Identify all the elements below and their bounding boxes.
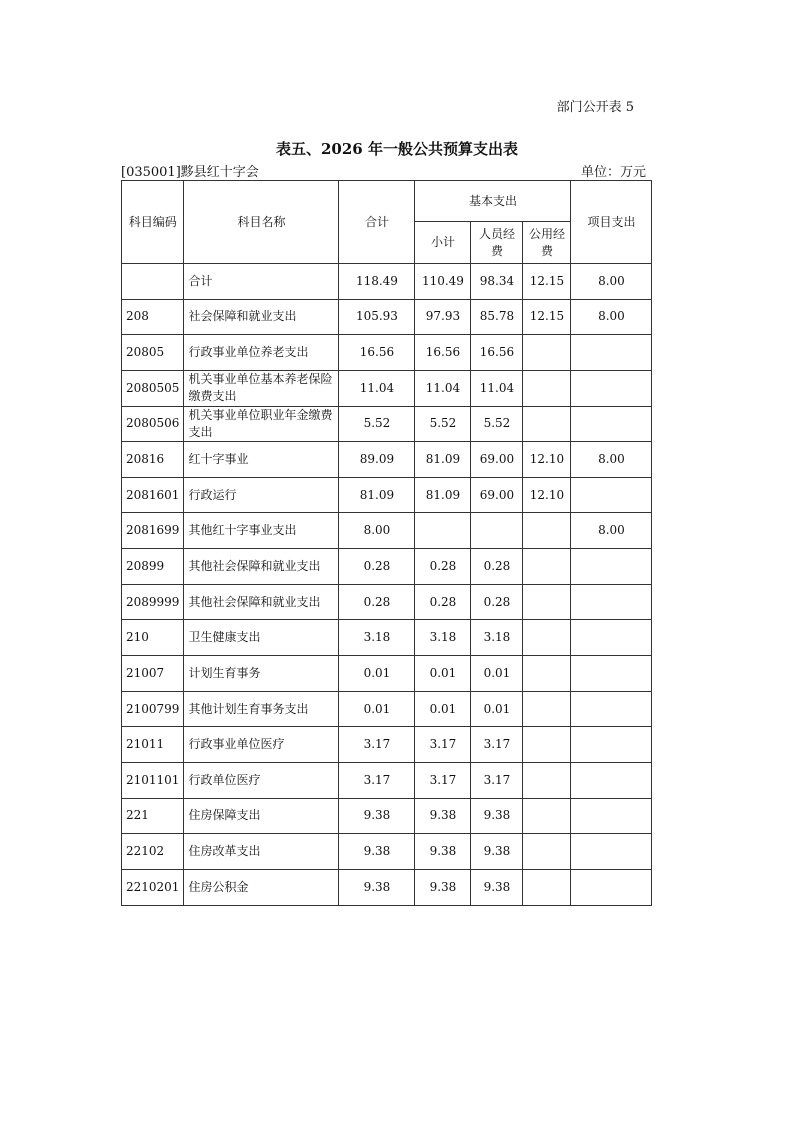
cell-public — [523, 762, 571, 798]
cell-subtotal: 81.09 — [415, 477, 471, 513]
table-row — [122, 727, 652, 763]
cell-personnel: 0.01 — [471, 691, 523, 727]
cell-project: 8.00 — [571, 442, 652, 478]
cell-project — [571, 656, 652, 692]
page-label: 部门公开表 5 — [556, 100, 634, 115]
cell-name: 其他社会保障和就业支出 — [184, 584, 339, 620]
cell-project — [571, 620, 652, 656]
cell-project: 8.00 — [571, 513, 652, 549]
cell-personnel: 11.04 — [471, 370, 523, 406]
cell-project — [571, 727, 652, 763]
cell-code: 2100799 — [122, 691, 184, 727]
table-row — [122, 691, 652, 727]
cell-name: 住房保障支出 — [184, 798, 339, 834]
table-row — [122, 370, 652, 406]
table-row — [122, 762, 652, 798]
cell-personnel: 0.28 — [471, 584, 523, 620]
table-row — [122, 584, 652, 620]
cell-personnel: 9.38 — [471, 798, 523, 834]
cell-name: 计划生育事务 — [184, 656, 339, 692]
cell-code: 2081699 — [122, 513, 184, 549]
cell-public — [523, 798, 571, 834]
cell-total: 11.04 — [339, 370, 415, 406]
cell-project — [571, 798, 652, 834]
cell-code: 221 — [122, 798, 184, 834]
table-row — [122, 406, 652, 442]
cell-public — [523, 656, 571, 692]
cell-subtotal: 9.38 — [415, 869, 471, 905]
cell-subtotal: 11.04 — [415, 370, 471, 406]
cell-personnel: 85.78 — [471, 299, 523, 335]
cell-personnel: 3.17 — [471, 727, 523, 763]
cell-code: 21011 — [122, 727, 184, 763]
cell-project — [571, 691, 652, 727]
cell-project: 8.00 — [571, 299, 652, 335]
cell-total: 9.38 — [339, 798, 415, 834]
cell-personnel: 9.38 — [471, 834, 523, 870]
cell-project — [571, 406, 652, 442]
cell-project — [571, 477, 652, 513]
cell-code: 2101101 — [122, 762, 184, 798]
cell-name: 机关事业单位职业年金缴费支出 — [184, 406, 339, 442]
cell-name: 行政事业单位医疗 — [184, 727, 339, 763]
cell-name: 行政运行 — [184, 477, 339, 513]
cell-code: 2081601 — [122, 477, 184, 513]
table-row — [122, 620, 652, 656]
cell-name: 其他社会保障和就业支出 — [184, 549, 339, 585]
cell-total: 105.93 — [339, 299, 415, 335]
cell-code: 2080505 — [122, 370, 184, 406]
unit-label: 单位：万元 — [580, 165, 646, 180]
header-public: 公用经费 — [523, 222, 571, 264]
cell-name: 社会保障和就业支出 — [184, 299, 339, 335]
cell-total: 3.18 — [339, 620, 415, 656]
cell-personnel: 9.38 — [471, 869, 523, 905]
cell-subtotal: 81.09 — [415, 442, 471, 478]
cell-project: 8.00 — [571, 264, 652, 300]
cell-subtotal: 5.52 — [415, 406, 471, 442]
cell-public — [523, 869, 571, 905]
cell-project — [571, 834, 652, 870]
cell-subtotal: 9.38 — [415, 798, 471, 834]
cell-code: 2089999 — [122, 584, 184, 620]
cell-project — [571, 370, 652, 406]
cell-total: 5.52 — [339, 406, 415, 442]
cell-personnel: 3.18 — [471, 620, 523, 656]
cell-total: 81.09 — [339, 477, 415, 513]
cell-subtotal: 9.38 — [415, 834, 471, 870]
cell-name: 住房改革支出 — [184, 834, 339, 870]
cell-personnel — [471, 513, 523, 549]
table-row — [122, 869, 652, 905]
cell-personnel: 69.00 — [471, 477, 523, 513]
cell-public — [523, 834, 571, 870]
cell-name: 卫生健康支出 — [184, 620, 339, 656]
cell-code: 20899 — [122, 549, 184, 585]
table-row — [122, 513, 652, 549]
cell-subtotal: 3.17 — [415, 727, 471, 763]
table-row — [122, 335, 652, 371]
cell-public — [523, 549, 571, 585]
cell-project — [571, 584, 652, 620]
cell-total: 118.49 — [339, 264, 415, 300]
cell-name: 机关事业单位基本养老保险缴费支出 — [184, 370, 339, 406]
cell-personnel: 69.00 — [471, 442, 523, 478]
table-row — [122, 264, 652, 300]
cell-project — [571, 549, 652, 585]
cell-name: 其他红十字事业支出 — [184, 513, 339, 549]
cell-personnel: 16.56 — [471, 335, 523, 371]
cell-name: 其他计划生育事务支出 — [184, 691, 339, 727]
cell-total: 8.00 — [339, 513, 415, 549]
table-row — [122, 834, 652, 870]
header-code: 科目编码 — [122, 181, 184, 264]
cell-public: 12.10 — [523, 477, 571, 513]
cell-code: 210 — [122, 620, 184, 656]
header-subtotal: 小计 — [415, 222, 471, 264]
budget-table — [121, 180, 652, 906]
cell-subtotal: 3.18 — [415, 620, 471, 656]
cell-public — [523, 370, 571, 406]
cell-code: 22102 — [122, 834, 184, 870]
cell-subtotal: 0.28 — [415, 584, 471, 620]
cell-personnel: 5.52 — [471, 406, 523, 442]
cell-project — [571, 869, 652, 905]
cell-personnel: 0.01 — [471, 656, 523, 692]
cell-subtotal: 16.56 — [415, 335, 471, 371]
cell-total: 89.09 — [339, 442, 415, 478]
cell-public — [523, 620, 571, 656]
cell-code: 20805 — [122, 335, 184, 371]
cell-project — [571, 762, 652, 798]
cell-subtotal: 110.49 — [415, 264, 471, 300]
table-row — [122, 798, 652, 834]
table-row — [122, 656, 652, 692]
cell-public: 12.15 — [523, 299, 571, 335]
cell-total: 0.01 — [339, 656, 415, 692]
cell-public — [523, 406, 571, 442]
cell-code: 2210201 — [122, 869, 184, 905]
cell-public — [523, 513, 571, 549]
cell-project — [571, 335, 652, 371]
header-project: 项目支出 — [571, 181, 652, 264]
table-row — [122, 299, 652, 335]
cell-code: 21007 — [122, 656, 184, 692]
table-row — [122, 477, 652, 513]
header-total: 合计 — [339, 181, 415, 264]
cell-personnel: 3.17 — [471, 762, 523, 798]
cell-subtotal — [415, 513, 471, 549]
cell-public — [523, 335, 571, 371]
cell-code: 2080506 — [122, 406, 184, 442]
cell-subtotal: 0.01 — [415, 656, 471, 692]
cell-code — [122, 264, 184, 300]
header-name: 科目名称 — [184, 181, 339, 264]
cell-name: 住房公积金 — [184, 869, 339, 905]
cell-code: 20816 — [122, 442, 184, 478]
cell-name: 红十字事业 — [184, 442, 339, 478]
cell-total: 9.38 — [339, 869, 415, 905]
cell-total: 0.28 — [339, 584, 415, 620]
cell-subtotal: 0.28 — [415, 549, 471, 585]
cell-code: 208 — [122, 299, 184, 335]
cell-total: 3.17 — [339, 762, 415, 798]
cell-public: 12.10 — [523, 442, 571, 478]
cell-total: 16.56 — [339, 335, 415, 371]
cell-name: 合计 — [184, 264, 339, 300]
header-personnel: 人员经费 — [471, 222, 523, 264]
unit-org: [035001]黟县红十字会 — [121, 165, 259, 180]
header-basic: 基本支出 — [415, 181, 571, 222]
cell-public — [523, 727, 571, 763]
cell-name: 行政事业单位养老支出 — [184, 335, 339, 371]
cell-name: 行政单位医疗 — [184, 762, 339, 798]
cell-total: 9.38 — [339, 834, 415, 870]
cell-public — [523, 584, 571, 620]
cell-public — [523, 691, 571, 727]
cell-subtotal: 0.01 — [415, 691, 471, 727]
table-row — [122, 549, 652, 585]
cell-subtotal: 97.93 — [415, 299, 471, 335]
page-title: 表五、2026 年一般公共预算支出表 — [276, 140, 518, 158]
cell-public: 12.15 — [523, 264, 571, 300]
cell-personnel: 98.34 — [471, 264, 523, 300]
cell-total: 0.01 — [339, 691, 415, 727]
cell-total: 3.17 — [339, 727, 415, 763]
cell-personnel: 0.28 — [471, 549, 523, 585]
cell-total: 0.28 — [339, 549, 415, 585]
table-row — [122, 442, 652, 478]
cell-subtotal: 3.17 — [415, 762, 471, 798]
